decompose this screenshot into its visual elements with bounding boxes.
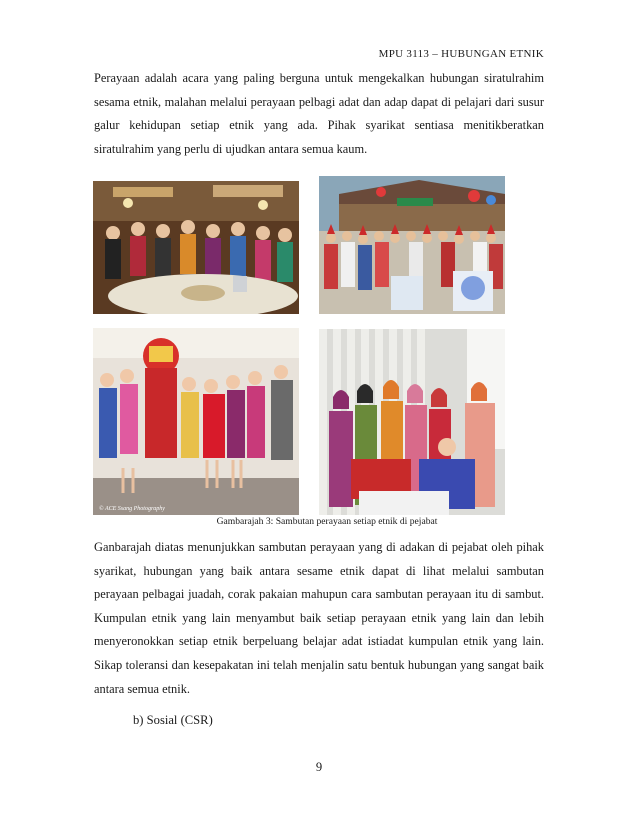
paragraph-perayaan: Perayaan adalah acara yang paling berguna untuk mengekalkan hubungan siratulrahim sesama etnik, malahan melalui perayaan pelbagi adat dan adap dapat di pelajari dari susur galur kehidupan setiap etnik yang ada. Pihak syarikat sentiasa menitikberatkan siratulrahim yang perlu di ujudkan antara semua kaum. xyxy=(94,71,544,156)
running-header: MPU 3113 – HUBUNGAN ETNIK xyxy=(378,48,544,60)
section-subheading: b) Sosial (CSR) xyxy=(133,713,213,727)
figure-caption xyxy=(0,516,638,527)
figure-caption-text: Gambarajah 3: Sambutan perayaan setiap etnik di pejabat xyxy=(216,516,438,527)
photo-dinner-gathering xyxy=(93,181,299,314)
photo-watermark: © ACE Ssang Photography xyxy=(99,506,165,512)
photo-chinese-new-year-group xyxy=(93,328,299,515)
photo-children-celebration xyxy=(319,176,505,314)
page-number: 9 xyxy=(315,760,323,774)
paragraph-gambarajah: Ganbarajah diatas menunjukkan sambutan perayaan yang di adakan di pejabat oleh pihak syarikat, hubungan yang baik antara sesame etnik dapat di lihat melalui sambutan perayaan pelbagai juadah, corak pakaian mahupun cara sambutan perayaan itu di sambut. Kumpulan etnik yang lain menyambut baik setiap perayaan etnik yang lain dan lebih menyeronokkan setiap etnik berpeluang belajar adat istiadat kumpulan etnik yang lain. Sikap toleransi dan kesepakatan ini telah menjalin satu bentuk hubungan yang sangat baik antara semua etnik. xyxy=(94,540,544,696)
photo-office-hari-raya xyxy=(319,329,505,515)
